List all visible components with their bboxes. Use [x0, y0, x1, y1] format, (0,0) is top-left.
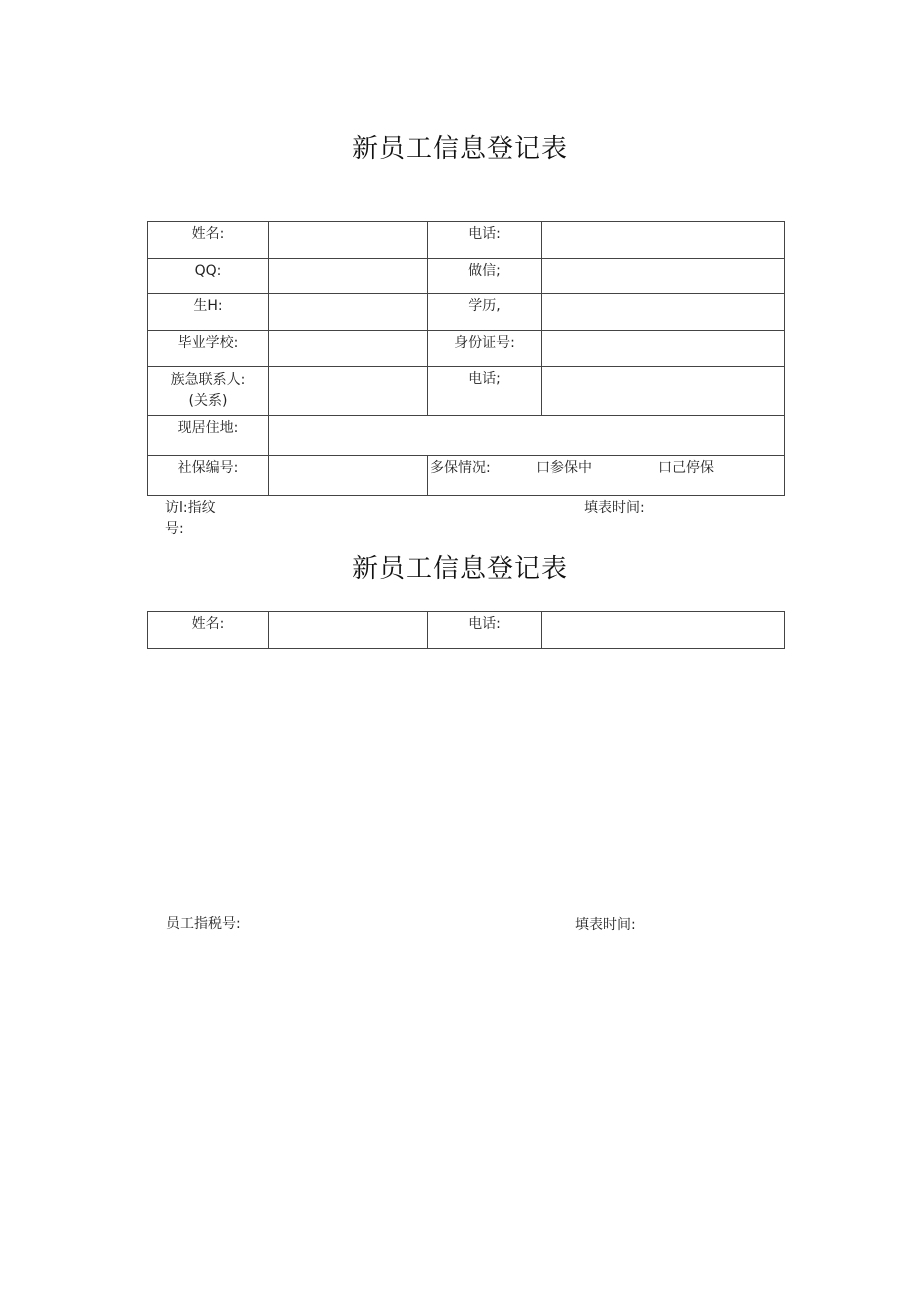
- form2-fill-time: 填表时间:: [575, 917, 636, 933]
- form2-row-name: [148, 612, 785, 649]
- phone-label: 电话:: [428, 222, 542, 259]
- social-field[interactable]: [269, 456, 428, 496]
- qq-field[interactable]: [269, 259, 428, 294]
- form1-row-school: [148, 331, 785, 367]
- form1-row-name: [148, 222, 785, 259]
- option-stopped-checkbox[interactable]: 口己停保: [658, 460, 714, 476]
- address-label: 现居住地:: [148, 416, 269, 456]
- qq-label: QQ:: [148, 259, 269, 294]
- form1-fingerprint-line2: 号:: [165, 521, 184, 537]
- wechat-label: 做信;: [428, 259, 542, 294]
- form1-row-birth: [148, 294, 785, 331]
- insurance-cell: [428, 456, 785, 496]
- option-active-checkbox[interactable]: 口参保中: [536, 460, 592, 476]
- phone-field[interactable]: [542, 222, 785, 259]
- insurance-label: 多保情况:: [430, 460, 491, 476]
- emergency-label: [148, 367, 269, 416]
- form1-row-qq: [148, 259, 785, 294]
- form1-row-emergency: [148, 367, 785, 416]
- emergency-label-line2: (关系): [188, 393, 228, 409]
- form2-table: [147, 611, 785, 649]
- id-field[interactable]: [542, 331, 785, 367]
- id-label: 身份证号:: [428, 331, 542, 367]
- school-field[interactable]: [269, 331, 428, 367]
- form2-title: 新员工信息登记表: [351, 554, 568, 584]
- form2-fingerprint: 员工指税号:: [166, 916, 241, 932]
- form2-name-field[interactable]: [269, 612, 428, 649]
- form2-name-label: 姓名:: [148, 612, 269, 649]
- form1-fill-time: 填表时间:: [584, 500, 645, 516]
- birth-field[interactable]: [269, 294, 428, 331]
- form1-row-address: [148, 416, 785, 456]
- name-label: 姓名:: [148, 222, 269, 259]
- education-field[interactable]: [542, 294, 785, 331]
- emergency-phone-label: 电话;: [428, 367, 542, 416]
- form1-fingerprint-line1: 访l:指纹: [165, 500, 216, 516]
- wechat-field[interactable]: [542, 259, 785, 294]
- emergency-contact-field[interactable]: [269, 367, 428, 416]
- birth-label: 生H:: [148, 294, 269, 331]
- form1-table: [147, 221, 785, 496]
- form2-phone-label: 电话:: [428, 612, 542, 649]
- emergency-label-line1: 族急联系人:: [170, 372, 246, 388]
- form2-phone-field[interactable]: [542, 612, 785, 649]
- address-field[interactable]: [269, 416, 785, 456]
- name-field[interactable]: [269, 222, 428, 259]
- education-label: 学历,: [428, 294, 542, 331]
- form1-title: 新员工信息登记表: [351, 134, 568, 164]
- emergency-phone-field[interactable]: [542, 367, 785, 416]
- social-label: 社保编号:: [148, 456, 269, 496]
- form1-row-social: [148, 456, 785, 496]
- school-label: 毕业学校:: [148, 331, 269, 367]
